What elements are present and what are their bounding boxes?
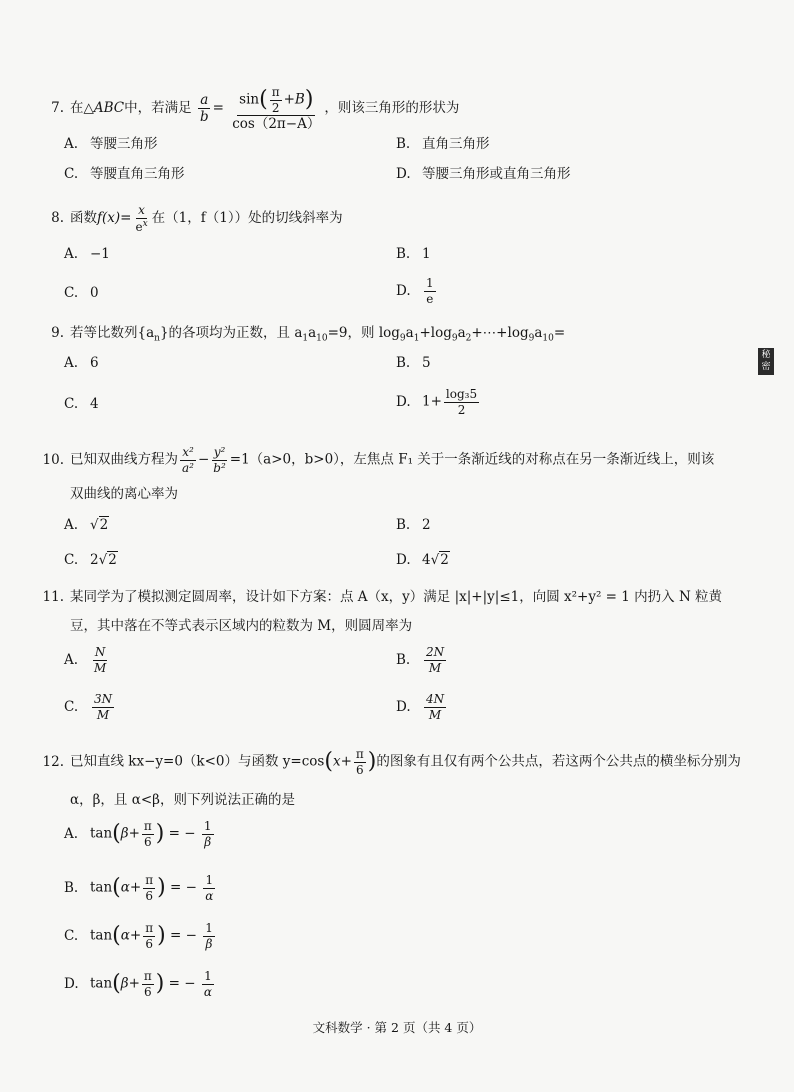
q7-post: ，则该三角形的形状为	[324, 100, 460, 117]
option-var: α	[120, 927, 130, 944]
option-label: A.	[64, 825, 79, 842]
option-label: B.	[396, 246, 411, 262]
option-label: C.	[64, 396, 79, 412]
q8-option-a[interactable]	[64, 248, 110, 262]
q10-option-d[interactable]: D. 4√2	[396, 552, 449, 568]
q9-option-d[interactable]	[396, 388, 481, 416]
q10-post: =1（a>0，b>0），左焦点 F₁ 关于一条渐近线的对称点在另一条渐近线上，则该	[229, 451, 715, 468]
q9-t2: }的各项均为正数，且 a	[159, 325, 303, 341]
tan-label: tan	[90, 975, 113, 992]
rhs-num: 1	[203, 819, 212, 833]
q11-option-b[interactable]	[396, 646, 448, 674]
q12-option-d[interactable]: D. tan(β+ $\frac{\pi}{6}$ ) = − $\frac{1}{\alpha}$	[64, 969, 212, 999]
option-text: −1	[90, 246, 110, 262]
q12-arg-x: x+	[332, 753, 352, 770]
q8-eq: =	[120, 210, 132, 227]
option-label: C.	[64, 166, 79, 182]
option-pre: 2	[90, 552, 99, 568]
option-fraction	[424, 277, 436, 305]
six-digit: 6	[145, 888, 153, 903]
option-label: A.	[64, 651, 79, 668]
q9-sub9c: 9	[528, 333, 535, 344]
q12-option-b[interactable]: B. tan(α+ $\frac{\pi}{6}$ ) = − $\frac{1}{\alpha}$	[64, 873, 214, 903]
q8-frac-den: e	[135, 219, 143, 234]
q12-number: 12.	[42, 753, 64, 770]
pi-symbol: π	[145, 873, 154, 887]
six-digit: 6	[144, 834, 152, 849]
pi-over-6	[143, 922, 155, 950]
q7-sin: sin	[239, 91, 260, 108]
option-label: B.	[396, 355, 411, 371]
q10-pre: 已知双曲线方程为	[70, 451, 178, 468]
option-label: A.	[64, 246, 79, 262]
q7-plus-b: +B	[283, 91, 305, 108]
q8-frac-num: x	[138, 203, 145, 217]
option-label: D.	[396, 166, 411, 182]
q10-n2: y²	[213, 445, 226, 459]
q9-sub-a2: 2	[465, 333, 472, 344]
q7-lhs-num: a	[200, 92, 209, 108]
plus-sign: +	[129, 927, 142, 944]
option-label: D.	[396, 698, 411, 715]
q9-t5: a	[405, 325, 414, 341]
option-fraction	[444, 388, 479, 416]
q10-option-a[interactable]: A. √2	[64, 517, 109, 533]
option-label: C.	[64, 927, 79, 944]
option-frac-num: log₃5	[445, 387, 478, 401]
plus-sign: +	[128, 825, 140, 842]
q10-stem-line2: 双曲线的离心率为	[70, 486, 178, 502]
q9-option-b[interactable]	[396, 357, 431, 371]
option-var: β	[120, 825, 129, 842]
q8-pre: 函数	[70, 210, 97, 227]
q7-option-d[interactable]	[396, 168, 571, 182]
q7-mid: 中，若满足	[124, 100, 192, 117]
option-label: B.	[396, 136, 411, 152]
q8-fx: f(x)	[97, 210, 121, 227]
q7-rhs-num: sin( $\frac{\pi}{2}$ +B)	[239, 85, 314, 115]
option-fraction	[424, 693, 446, 721]
q9-t6: +log	[419, 325, 452, 341]
q7-pi: π	[271, 85, 280, 99]
q10-n1: x²	[182, 445, 194, 459]
option-var: β	[120, 975, 129, 992]
q11-number: 11.	[42, 589, 64, 605]
option-text: 2	[422, 517, 431, 533]
eq-neg: = −	[169, 879, 197, 896]
q10-option-c[interactable]: C. 2√2	[64, 552, 117, 568]
q7-lhs-den: b	[199, 109, 209, 126]
option-label: D.	[64, 975, 79, 992]
q8-option-b[interactable]	[396, 248, 431, 262]
rhs-den: α	[203, 984, 212, 999]
q7-rhs-den: cos（2π−A）	[232, 116, 321, 133]
q9-t4: =9，则 log	[327, 325, 400, 341]
q9-stem	[30, 327, 565, 344]
q9-sub1: 1	[302, 333, 309, 344]
option-frac-den: e	[426, 291, 434, 306]
q9-t7: a	[457, 325, 466, 341]
option-text: 5	[422, 355, 431, 371]
rhs-den: β	[205, 936, 213, 951]
q7-two: 2	[271, 100, 280, 115]
option-fraction	[92, 693, 114, 721]
q9-t3: a	[308, 325, 317, 341]
option-var: α	[120, 879, 130, 896]
option-frac-num: 2N	[426, 645, 445, 659]
option-label: B.	[396, 517, 411, 533]
q8-number: 8.	[51, 210, 64, 227]
option-label: C.	[64, 552, 79, 568]
option-fraction	[424, 646, 446, 674]
plus-sign: +	[129, 879, 142, 896]
rhs-fraction	[203, 874, 215, 902]
option-radicand: 2	[440, 552, 449, 568]
q7-stem	[30, 86, 459, 131]
q11-option-d[interactable]	[396, 693, 448, 721]
q8-fraction	[133, 204, 149, 233]
pi-over-6	[142, 970, 154, 998]
q7-option-c[interactable]	[64, 168, 185, 182]
q9-sub-n: n	[154, 333, 160, 344]
q12-post: 的图象有且仅有两个公共点，若这两个公共点的横坐标分别为	[376, 753, 741, 770]
q9-number: 9.	[51, 325, 64, 341]
q12-six: 6	[356, 762, 364, 777]
q10-option-b[interactable]	[396, 519, 431, 533]
q11-stem	[30, 591, 722, 605]
q9-sub-a1: 1	[413, 333, 420, 344]
option-label: B.	[64, 879, 79, 896]
option-frac-num: N	[94, 645, 106, 659]
q7-eq: =	[212, 100, 224, 117]
six-digit: 6	[144, 984, 152, 999]
q10-frac2	[211, 446, 228, 474]
q8-option-d[interactable]	[396, 277, 438, 305]
q8-post: 在（1，f（1））处的切线斜率为	[151, 210, 343, 227]
option-label: B.	[396, 651, 411, 668]
option-label: C.	[64, 698, 79, 715]
rhs-den: β	[204, 834, 212, 849]
option-frac-den: M	[96, 707, 110, 722]
page-footer: 文科数学 · 第 2 页（共 4 页）	[312, 1020, 482, 1035]
q12-pi-over-6	[354, 748, 366, 776]
rhs-fraction	[202, 970, 214, 998]
q12-stem-line2: α，β，且 α<β，则下列说法正确的是	[70, 792, 295, 808]
q7-lhs-fraction	[198, 93, 211, 124]
option-label: A.	[64, 355, 79, 371]
q9-option-a[interactable]	[64, 357, 99, 371]
q7-pre: 在△	[70, 100, 94, 117]
q12-option-a[interactable]: A. tan(β+ $\frac{\pi}{6}$ ) = − $\frac{1}{\beta}$	[64, 819, 212, 849]
q12-option-c[interactable]: C. tan(α+ $\frac{\pi}{6}$ ) = − $\frac{1}{\beta}$	[64, 921, 213, 951]
option-radicand: 2	[99, 517, 109, 533]
q10-minus: −	[197, 451, 210, 468]
option-pre: 4	[422, 552, 431, 568]
q10-frac1	[180, 446, 196, 474]
option-text: 等腰三角形	[90, 136, 158, 152]
option-label: C.	[64, 285, 79, 301]
q10-d1: a²	[182, 460, 194, 475]
q8-frac-sup: x	[142, 218, 148, 229]
pi-over-6	[142, 820, 154, 848]
q9-sub9b: 9	[451, 333, 458, 344]
option-frac-den: 2	[457, 402, 466, 417]
pi-symbol: π	[145, 921, 154, 935]
option-frac-den: M	[428, 660, 442, 675]
rhs-num: 1	[205, 873, 214, 887]
q9-sub9a: 9	[399, 333, 406, 344]
eq-neg: = −	[168, 825, 196, 842]
eq-neg: = −	[168, 975, 196, 992]
q9-sub10: 10	[316, 333, 328, 344]
q9-t10: =	[553, 325, 566, 341]
option-frac-num: 3N	[94, 692, 113, 706]
q9-t1: 若等比数列{a	[70, 325, 155, 341]
q7-pi-over-2	[270, 86, 282, 114]
q12-pre: 已知直线 kx−y=0（k<0）与函数 y=cos	[70, 753, 325, 770]
option-label: D.	[396, 552, 411, 568]
q12-pi: π	[355, 747, 364, 761]
option-label: D.	[396, 282, 411, 299]
q11-line1: 某同学为了模拟测定圆周率，设计如下方案：点 A（x，y）满足 |x|+|y|≤1，向圆 x²+y² = 1 内扔入 N 粒黄	[70, 589, 723, 605]
rhs-num: 1	[205, 921, 213, 935]
eq-neg: = −	[169, 927, 197, 944]
q10-number: 10.	[42, 451, 64, 468]
option-pre: 1+	[422, 393, 442, 410]
option-label: D.	[396, 393, 411, 410]
q7-option-b[interactable]	[396, 138, 490, 152]
pi-symbol: π	[143, 969, 152, 983]
option-text: 4	[90, 396, 99, 412]
option-frac-num: 4N	[426, 692, 445, 706]
pi-symbol: π	[143, 819, 152, 833]
rhs-fraction	[202, 820, 214, 848]
tan-label: tan	[90, 879, 113, 896]
option-radicand: 2	[108, 552, 117, 568]
tan-label: tan	[90, 927, 113, 944]
q9-sub-a10: 10	[542, 333, 554, 344]
secret-side-tab: 秘密	[758, 348, 774, 375]
q9-t8: +⋯+log	[471, 325, 529, 341]
option-text: 0	[90, 285, 99, 301]
q7-number: 7.	[51, 100, 64, 117]
q7-rhs-fraction	[230, 86, 322, 131]
option-text: 等腰三角形或直角三角形	[422, 166, 571, 182]
plus-sign: +	[128, 975, 140, 992]
q9-option-c[interactable]	[64, 398, 99, 412]
q11-option-a[interactable]	[64, 646, 110, 674]
q7-abc: ABC	[93, 100, 125, 117]
q11-option-c[interactable]	[64, 693, 116, 721]
q10-stem	[30, 446, 714, 474]
six-digit: 6	[145, 936, 153, 951]
option-text: 等腰直角三角形	[90, 166, 185, 182]
option-fraction	[92, 646, 108, 674]
q7-option-a[interactable]	[64, 138, 158, 152]
rhs-den: α	[205, 888, 214, 903]
option-frac-num: 1	[426, 276, 434, 290]
tan-label: tan	[90, 825, 113, 842]
option-frac-den: M	[428, 707, 442, 722]
q8-stem	[30, 204, 343, 233]
pi-over-6	[143, 874, 155, 902]
option-label: A.	[64, 136, 79, 152]
option-text: 6	[90, 355, 99, 371]
rhs-fraction	[203, 922, 215, 950]
q12-stem: 12. 已知直线 kx−y=0（k<0）与函数 y=cos(x+ $\frac{\pi}{6}$ )的图象有且仅有两个公共点，若这两个公共点的横坐标分别为	[30, 748, 741, 776]
option-text: 1	[422, 246, 431, 262]
option-label: A.	[64, 517, 79, 533]
q10-d2: b²	[213, 460, 226, 475]
q8-option-c[interactable]	[64, 287, 99, 301]
option-frac-den: M	[94, 660, 107, 675]
option-text: 直角三角形	[422, 136, 490, 152]
q9-t9: a	[534, 325, 543, 341]
q11-stem-line2: 豆，其中落在不等式表示区域内的粒数为 M，则圆周率为	[70, 618, 413, 634]
rhs-num: 1	[204, 969, 212, 983]
